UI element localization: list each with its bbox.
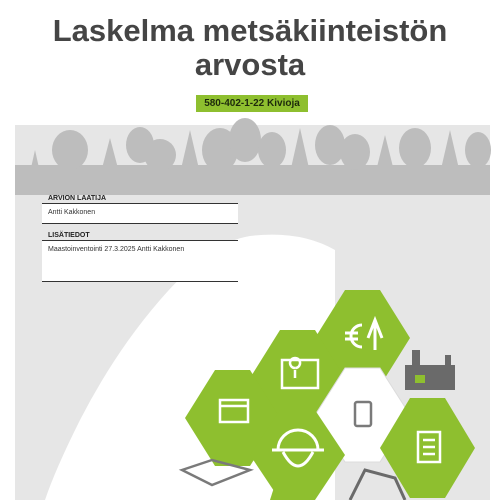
title-line-2: arvosta bbox=[194, 47, 306, 82]
appraiser-label: ARVION LAATIJA bbox=[48, 195, 107, 202]
title-line-1: Laskelma metsäkiinteistön bbox=[52, 13, 448, 48]
appraiser-field: Antti Kakkonen bbox=[42, 203, 238, 224]
extra-info-field: Maastoinventointi 27.3.2025 Antti Kakkonen bbox=[42, 240, 238, 282]
property-id-badge: 580-402-1-22 Kivioja bbox=[196, 95, 308, 112]
extra-info-label: LISÄTIEDOT bbox=[48, 232, 90, 239]
